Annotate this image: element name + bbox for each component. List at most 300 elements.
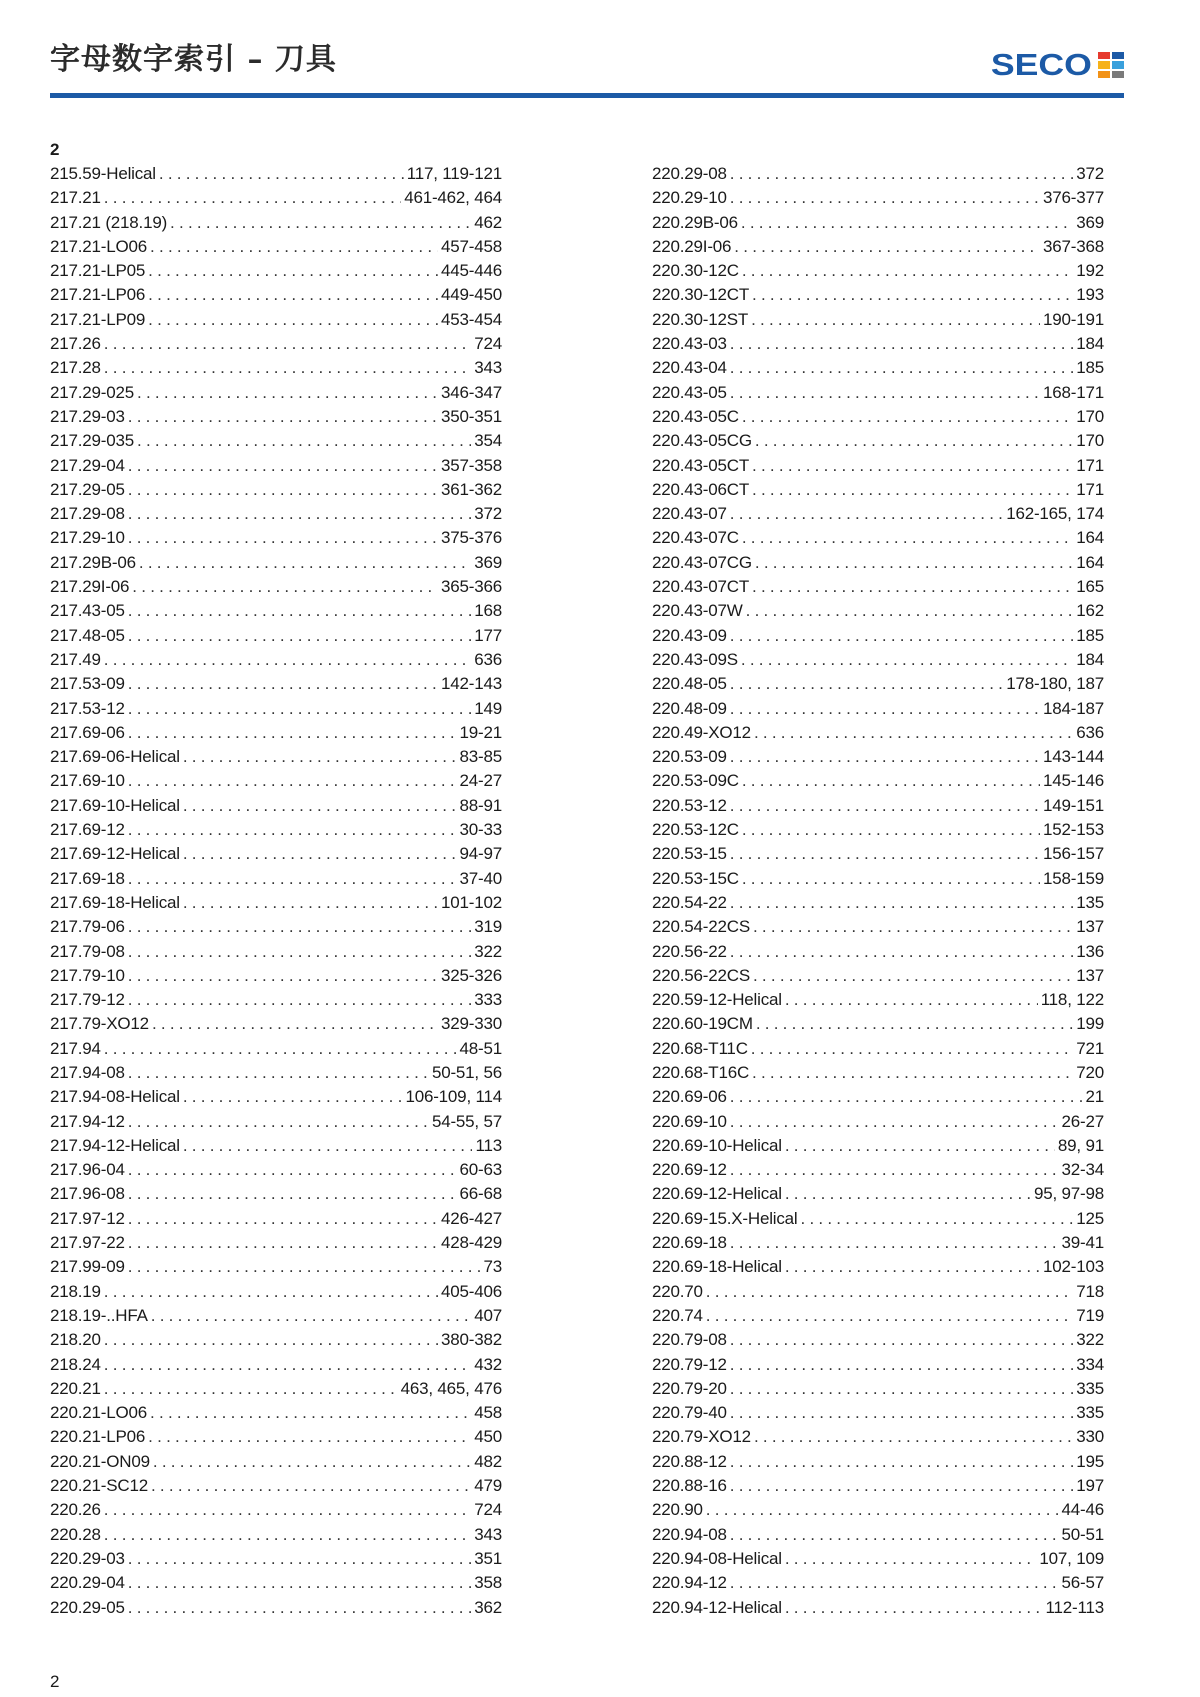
index-entry [50,332,502,356]
entry-code: 220.21-LO06 [50,1403,148,1423]
index-entry [652,1207,1104,1231]
index-entry [652,429,1104,453]
entry-code: 220.43-07CG [652,552,752,572]
dot-leader [730,1231,1059,1255]
entry-pages: 197 [1076,1476,1104,1496]
entry-pages: 158-159 [1043,868,1104,888]
dot-leader [159,162,404,186]
entry-code: 217.97-22 [50,1233,125,1253]
dot-leader [752,575,1073,599]
entry-code: 220.29I-06 [652,236,732,256]
index-entry [652,1425,1104,1449]
dot-leader [104,1037,457,1061]
entry-code: 217.21-LO06 [50,236,148,256]
entry-pages: 453-454 [441,309,502,329]
dot-leader [785,1182,1031,1206]
entry-code: 217.53-12 [50,698,125,718]
index-entry [652,1061,1104,1085]
entry-code: 220.30-12ST [652,309,749,329]
index-entry [652,1377,1104,1401]
dot-leader [183,745,457,769]
entry-code: 217.48-05 [50,625,125,645]
index-entry [652,1304,1104,1328]
entry-pages: 117, 119-121 [406,164,502,183]
entry-code: 220.79-XO12 [652,1427,751,1447]
entry-pages: 185 [1076,625,1104,645]
entry-code: 220.43-09 [652,625,727,645]
index-entry [50,1401,502,1425]
entry-pages: 145-146 [1043,771,1104,791]
index-entry [652,575,1104,599]
index-entry [50,672,502,696]
entry-pages: 44-46 [1061,1500,1104,1520]
entry-pages: 50-51, 56 [431,1062,502,1082]
index-entry [50,964,502,988]
entry-code: 220.30-12C [652,261,739,281]
entry-pages: 463, 465, 476 [400,1378,502,1398]
entry-pages: 54-55, 57 [431,1111,502,1131]
entry-pages: 199 [1076,1014,1104,1034]
dot-leader [128,1207,438,1231]
index-entry [652,211,1104,235]
dot-leader [730,1401,1073,1425]
entry-pages: 428-429 [441,1233,502,1253]
dot-leader [751,1037,1073,1061]
dot-leader [183,891,438,915]
entry-code: 217.79-06 [50,917,125,937]
index-entry [652,381,1104,405]
dot-leader [104,356,471,380]
dot-leader [132,575,438,599]
index-entry [652,1523,1104,1547]
dot-leader [752,454,1073,478]
dot-leader [755,429,1073,453]
entry-code: 220.30-12CT [652,285,750,305]
entry-code: 220.69-15.X-Helical [652,1208,798,1228]
index-entry [652,405,1104,429]
entry-code: 220.29-08 [652,164,727,183]
index-entry [50,1207,502,1231]
dot-leader [730,1571,1059,1595]
entry-pages: 426-427 [441,1208,502,1228]
page-number: 2 [50,1672,60,1691]
entry-pages: 329-330 [441,1014,502,1034]
entry-code: 217.43-05 [50,601,125,621]
entry-code: 217.29-05 [50,479,125,499]
index-entry [652,186,1104,210]
entry-pages: 39-41 [1061,1233,1104,1253]
index-entry [50,162,502,186]
dot-leader [148,1425,471,1449]
entry-pages: 118, 122 [1040,990,1104,1010]
entry-pages: 372 [1076,164,1104,183]
index-entry [50,1231,502,1255]
dot-leader [752,1061,1073,1085]
entry-pages: 156-157 [1043,844,1104,864]
dot-leader [128,818,457,842]
dot-leader [785,988,1038,1012]
index-entry [50,1037,502,1061]
entry-pages: 322 [1076,1330,1104,1350]
dot-leader [785,1134,1055,1158]
index-entry [50,769,502,793]
index-entry [652,1450,1104,1474]
entry-code: 220.90 [652,1500,703,1520]
index-entry [652,1255,1104,1279]
entry-code: 217.21 [50,188,101,208]
entry-pages: 48-51 [459,1038,502,1058]
dot-leader [104,332,471,356]
index-entry [50,429,502,453]
entry-pages: 362 [474,1597,502,1617]
index-entry [50,478,502,502]
index-entry [50,259,502,283]
entry-pages: 457-458 [441,236,502,256]
index-entry [50,1158,502,1182]
entry-code: 217.28 [50,358,101,378]
entry-pages: 376-377 [1043,188,1104,208]
entry-code: 217.79-10 [50,965,125,985]
entry-pages: 193 [1076,285,1104,305]
entry-pages: 73 [483,1257,502,1277]
entry-pages: 60-63 [459,1160,502,1180]
dot-leader [104,1498,471,1522]
index-entry [50,1498,502,1522]
entry-pages: 724 [474,334,502,354]
entry-code: 220.53-09C [652,771,739,791]
entry-code: 220.29-10 [652,188,727,208]
entry-pages: 152-153 [1043,820,1104,840]
entry-pages: 350-351 [441,406,502,426]
entry-code: 220.88-16 [652,1476,727,1496]
entry-pages: 184 [1076,649,1104,669]
dot-leader [148,283,438,307]
index-entry [50,1255,502,1279]
dot-leader [742,867,1040,891]
dot-leader [128,526,438,550]
dot-leader [104,186,401,210]
dot-leader [730,1158,1059,1182]
index-entry [50,308,502,332]
entry-pages: 89, 91 [1057,1135,1104,1155]
entry-code: 217.97-12 [50,1208,125,1228]
index-entry [50,721,502,745]
dot-leader [183,1134,473,1158]
entry-code: 217.21-LP09 [50,309,146,329]
index-entry [50,1377,502,1401]
entry-pages: 135 [1076,892,1104,912]
index-entry [652,721,1104,745]
entry-pages: 185 [1076,358,1104,378]
entry-pages: 330 [1076,1427,1104,1447]
entry-pages: 24-27 [459,771,502,791]
entry-pages: 30-33 [459,820,502,840]
dot-leader [104,1353,471,1377]
dot-leader [752,283,1073,307]
entry-code: 220.43-09S [652,649,738,669]
index-entry [652,1182,1104,1206]
entry-code: 217.94 [50,1038,101,1058]
entry-pages: 137 [1076,917,1104,937]
entry-code: 220.48-09 [652,698,727,718]
index-entry [652,162,1104,186]
entry-code: 217.49 [50,649,101,669]
dot-leader [730,891,1073,915]
index-entry [652,672,1104,696]
index-entry [50,1474,502,1498]
entry-code: 217.69-18-Helical [50,892,180,912]
dot-leader [104,648,471,672]
entry-pages: 50-51 [1061,1524,1104,1544]
dot-leader [128,405,438,429]
dot-leader [137,429,471,453]
entry-pages: 168 [474,601,502,621]
index-entry [652,842,1104,866]
index-entry [652,697,1104,721]
entry-code: 217.29-04 [50,455,125,475]
entry-pages: 164 [1076,552,1104,572]
dot-leader [153,1450,471,1474]
index-entry [652,988,1104,1012]
index-entry [50,1425,502,1449]
dot-leader [730,1377,1073,1401]
entry-code: 220.74 [652,1305,703,1325]
entry-code: 217.99-09 [50,1257,125,1277]
entry-code: 217.29-10 [50,528,125,548]
entry-pages: 346-347 [441,382,502,402]
entry-code: 217.96-04 [50,1160,125,1180]
page-header [50,40,1124,98]
index-entry [50,356,502,380]
dot-leader [730,842,1040,866]
entry-pages: 354 [474,431,502,451]
index-entry [50,502,502,526]
index-entry [50,1182,502,1206]
entry-code: 220.21-SC12 [50,1476,148,1496]
index-entry [652,1134,1104,1158]
entry-code: 218.20 [50,1330,101,1350]
entry-pages: 358 [474,1573,502,1593]
dot-leader [742,259,1073,283]
entry-code: 220.53-15C [652,868,739,888]
entry-code: 217.69-12-Helical [50,844,180,864]
entry-pages: 162 [1076,601,1104,621]
index-entry [652,356,1104,380]
entry-pages: 195 [1076,1451,1104,1471]
dot-leader [128,478,438,502]
entry-code: 220.53-15 [652,844,727,864]
dot-leader [137,381,438,405]
dot-leader [183,1085,403,1109]
index-entry [50,818,502,842]
dot-leader [104,1280,438,1304]
dot-leader [128,1596,471,1620]
dot-leader [128,1547,471,1571]
index-entry [50,381,502,405]
index-entry [652,915,1104,939]
dot-leader [150,235,438,259]
index-entry [652,891,1104,915]
entry-pages: 171 [1076,479,1104,499]
entry-code: 217.29-035 [50,431,135,451]
entry-code: 220.94-08 [652,1524,727,1544]
dot-leader [730,381,1040,405]
entry-code: 220.69-10-Helical [652,1135,782,1155]
entry-code: 220.43-05C [652,406,739,426]
index-entry [652,794,1104,818]
entry-pages: 165 [1076,577,1104,597]
index-entry [652,1231,1104,1255]
dot-leader [755,551,1073,575]
entry-code: 220.53-09 [652,747,727,767]
entry-pages: 369 [474,552,502,572]
entry-code: 217.69-18 [50,868,125,888]
entry-code: 220.43-07W [652,601,743,621]
index-entry [652,1596,1104,1620]
entry-code: 220.69-06 [652,1087,727,1107]
dot-leader [128,1231,438,1255]
entry-code: 220.68-T16C [652,1062,750,1082]
dot-leader [128,1255,481,1279]
dot-leader [730,356,1073,380]
dot-leader [730,1523,1059,1547]
entry-pages: 168-171 [1043,382,1104,402]
dot-leader [730,940,1073,964]
entry-code: 217.26 [50,334,101,354]
entry-code: 215.59-Helical [50,164,156,183]
entry-pages: 171 [1076,455,1104,475]
entry-pages: 322 [474,941,502,961]
entry-code: 217.79-08 [50,941,125,961]
index-entry [652,1110,1104,1134]
entry-code: 220.69-18-Helical [652,1257,782,1277]
index-entry [50,575,502,599]
entry-pages: 361-362 [441,479,502,499]
index-entry [652,332,1104,356]
entry-code: 220.29-03 [50,1548,125,1568]
dot-leader [785,1547,1037,1571]
entry-pages: 407 [474,1305,502,1325]
entry-pages: 458 [474,1403,502,1423]
entry-code: 217.94-12-Helical [50,1135,180,1155]
entry-pages: 149-151 [1043,795,1104,815]
entry-code: 217.29-03 [50,406,125,426]
entry-code: 220.49-XO12 [652,722,751,742]
entry-pages: 56-57 [1061,1573,1104,1593]
index-entry [50,624,502,648]
dot-leader [742,818,1040,842]
entry-pages: 136 [1076,941,1104,961]
entry-code: 220.28 [50,1524,101,1544]
entry-code: 217.29-025 [50,382,135,402]
dot-leader [730,1450,1073,1474]
entry-code: 217.29I-06 [50,577,130,597]
index-entry [652,454,1104,478]
entry-pages: 102-103 [1043,1257,1104,1277]
index-entry [50,1596,502,1620]
entry-code: 220.88-12 [652,1451,727,1471]
entry-pages: 177 [474,625,502,645]
entry-code: 220.59-12-Helical [652,990,782,1010]
entry-code: 220.29-05 [50,1597,125,1617]
header-rule [50,93,1124,98]
dot-leader [183,794,457,818]
entry-code: 220.29B-06 [652,212,738,232]
dot-leader [148,308,438,332]
index-entry [652,1037,1104,1061]
index-entry [652,1401,1104,1425]
entry-code: 220.54-22 [652,892,727,912]
entry-pages: 164 [1076,528,1104,548]
dot-leader [730,624,1073,648]
dot-leader [734,235,1040,259]
entry-code: 220.26 [50,1500,101,1520]
entry-code: 217.21 (218.19) [50,212,168,232]
index-entry [652,867,1104,891]
entry-code: 220.43-07C [652,528,739,548]
entry-pages: 343 [474,358,502,378]
index-entry [50,526,502,550]
dot-leader [741,211,1073,235]
entry-code: 220.53-12 [652,795,727,815]
entry-code: 220.54-22CS [652,917,750,937]
entry-code: 218.24 [50,1354,101,1374]
index-entry [50,697,502,721]
index-entry [50,1085,502,1109]
entry-code: 217.79-XO12 [50,1014,149,1034]
entry-pages: 636 [474,649,502,669]
index-entry [652,1571,1104,1595]
dot-leader [754,1425,1073,1449]
index-entry [50,648,502,672]
dot-leader [128,1061,429,1085]
entry-pages: 113 [475,1135,502,1155]
entry-pages: 357-358 [441,455,502,475]
entry-code: 220.56-22CS [652,965,750,985]
index-entry [652,1085,1104,1109]
entry-pages: 88-91 [459,795,502,815]
index-entry [50,1280,502,1304]
entry-pages: 721 [1076,1038,1104,1058]
index-entry [652,648,1104,672]
entry-code: 220.48-05 [652,674,727,694]
entry-pages: 143-144 [1043,747,1104,767]
entry-pages: 369 [1076,212,1104,232]
entry-pages: 95, 97-98 [1033,1184,1104,1204]
entry-pages: 149 [474,698,502,718]
entry-code: 217.29-08 [50,504,125,524]
entry-code: 217.94-12 [50,1111,125,1131]
dot-leader [753,915,1073,939]
dot-leader [706,1498,1059,1522]
index-entry [652,259,1104,283]
dot-leader [104,1377,398,1401]
index-entry [50,940,502,964]
entry-pages: 479 [474,1476,502,1496]
entry-pages: 142-143 [441,674,502,694]
dot-leader [785,1596,1043,1620]
logo-wordmark: SECO [990,47,1092,82]
dot-leader [730,332,1073,356]
entry-code: 217.96-08 [50,1184,125,1204]
index-entry [652,1328,1104,1352]
section-heading: 2 [50,140,60,159]
index-entry [652,1158,1104,1182]
entry-pages: 21 [1085,1087,1104,1107]
seco-logo-mark-icon [1098,52,1124,78]
entry-pages: 432 [474,1354,502,1374]
dot-leader [128,672,438,696]
